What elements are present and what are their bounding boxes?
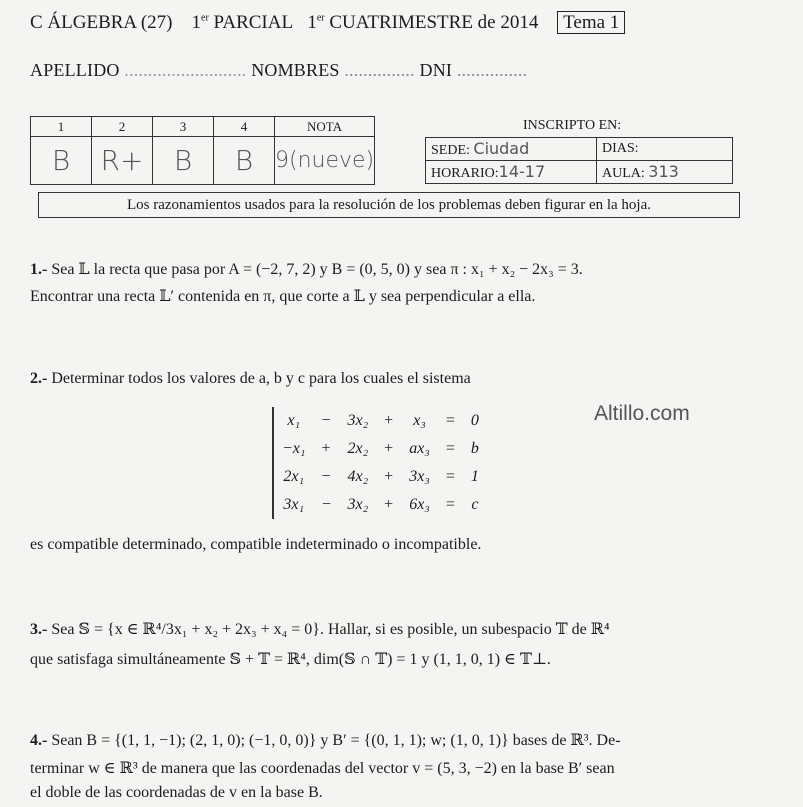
equation-term: − xyxy=(321,496,331,513)
term: CUATRIMESTRE de 2014 xyxy=(329,12,539,33)
equation-term: ax₃ xyxy=(409,440,430,457)
dni-label: DNI xyxy=(419,60,453,80)
equation-term: 2x₂ xyxy=(347,440,369,457)
nombres-field: ............... xyxy=(344,60,415,80)
equation-term: 6x₃ xyxy=(409,496,430,513)
equation-row xyxy=(273,463,487,491)
equation-term: = xyxy=(445,496,455,513)
grade-header: 4 xyxy=(214,117,275,137)
equation-term: = xyxy=(445,468,455,485)
problem-4-line-3: el doble de las coordenadas de v en la base B. xyxy=(30,784,323,801)
equation-term: 0 xyxy=(470,412,479,429)
equation-term: x₃ xyxy=(413,412,426,429)
equation-term: − xyxy=(321,412,331,429)
exam-title xyxy=(30,12,625,34)
aula-value: 313 xyxy=(648,162,679,181)
problem-4 xyxy=(30,730,621,750)
dias-label: DIAS: xyxy=(602,141,639,156)
problem-4-line-2: terminar w ∈ ℝ³ de manera que las coordenadas del vector v = (5, 3, −2) en la base B′ sean xyxy=(30,760,615,777)
horario-cell xyxy=(426,161,597,184)
sede-cell xyxy=(426,138,597,161)
nombres-label: NOMBRES xyxy=(251,60,340,80)
equation-term: + xyxy=(384,496,394,513)
final-grade: 9(nueve) xyxy=(275,137,375,185)
grade-value: B xyxy=(214,137,275,185)
tema-badge: Tema 1 xyxy=(557,11,625,34)
problem-3 xyxy=(30,619,610,639)
equation-row xyxy=(273,407,487,435)
equation-term: − xyxy=(321,468,331,485)
apellido-label: APELLIDO xyxy=(30,60,120,80)
instructions-notice: Los razonamientos usados para la resolución de los problemas deben figurar en la hoja. xyxy=(38,192,740,218)
grades-table xyxy=(30,116,375,185)
equation-term: c xyxy=(471,496,479,513)
term-sup: er xyxy=(316,12,325,24)
equation-term: = xyxy=(445,440,455,457)
student-info-line xyxy=(30,60,527,81)
equation-term: = xyxy=(445,412,455,429)
problem-number: 2.- xyxy=(30,370,48,387)
equation-term: + xyxy=(384,468,394,485)
dias-cell xyxy=(597,138,733,161)
equation-term: + xyxy=(384,440,394,457)
equation-row xyxy=(273,491,487,519)
inscripto-label: INSCRIPTO EN: xyxy=(523,118,622,133)
grade-header: NOTA xyxy=(275,117,375,137)
problem-1-line-2: Encontrar una recta 𝕃′ contenida en π, que corte a 𝕃 y sea perpendicular a ella. xyxy=(30,288,536,305)
equation-term: 3x₁ xyxy=(283,496,305,513)
problem-2-line-2: es compatible determinado, compatible indeterminado o incompatible. xyxy=(30,536,482,553)
equation-term: 3x₃ xyxy=(409,468,430,485)
sede-label: SEDE: xyxy=(431,143,470,158)
problem-3-line-2: que satisfaga simultáneamente 𝕊 + 𝕋 = ℝ⁴, dim(𝕊 ∩ 𝕋) = 1 y (1, 1, 0, 1) ∈ 𝕋⊥. xyxy=(30,651,551,668)
aula-cell xyxy=(597,161,733,184)
problem-2 xyxy=(30,370,471,388)
problem-1 xyxy=(30,259,583,279)
apellido-field: .......................... xyxy=(124,60,247,80)
grade-header: 1 xyxy=(31,117,92,137)
exam-number: 1 xyxy=(191,12,201,33)
exam-sup: er xyxy=(201,12,209,24)
equation-term: 3x₂ xyxy=(347,496,369,513)
problem-text: Determinar todos los valores de a, b y c para los cuales el sistema xyxy=(51,370,471,387)
horario-label: HORARIO: xyxy=(431,166,499,181)
course-name: C ÁLGEBRA (27) xyxy=(30,12,173,33)
grade-value: B xyxy=(31,137,92,185)
problem-number: 1.- xyxy=(30,261,48,278)
problem-number: 4.- xyxy=(30,732,48,749)
equation-row xyxy=(273,435,487,463)
grade-value: R+ xyxy=(92,137,153,185)
problem-number: 3.- xyxy=(30,621,48,638)
equation-term: 3x₂ xyxy=(347,412,369,429)
grade-header: 2 xyxy=(92,117,153,137)
problem-text: Sean B = {(1, 1, −1); (2, 1, 0); (−1, 0, 0)} y B′ = {(0, 1, 1); w; (1, 0, 1)} bases de ℝ³. De- xyxy=(51,732,621,749)
equation-term: 4x₂ xyxy=(347,468,369,485)
equation-term: 2x₁ xyxy=(283,468,305,485)
problem-text: Sea 𝕊 = {x ∈ ℝ⁴/3x₁ + x₂ + 2x₃ + x₄ = 0}. Hallar, si es posible, un subespacio 𝕋 de ℝ⁴ xyxy=(51,621,610,638)
equation-term: x₁ xyxy=(287,412,301,429)
equation-term: + xyxy=(384,412,394,429)
grade-header: 3 xyxy=(153,117,214,137)
watermark-logo: Altillo.com xyxy=(594,402,690,425)
horario-value: 14-17 xyxy=(498,162,546,181)
equation-term: + xyxy=(321,440,331,457)
sede-value: Ciudad xyxy=(473,139,530,158)
problem-text: Sea 𝕃 la recta que pasa por A = (−2, 7, 2) y B = (0, 5, 0) y sea π : x₁ + x₂ − 2x₃ = 3. xyxy=(51,261,583,278)
equation-system xyxy=(272,407,487,519)
aula-label: AULA: xyxy=(602,166,645,181)
exam-type: PARCIAL xyxy=(213,12,294,33)
inscripto-table xyxy=(425,137,733,184)
equation-term: 1 xyxy=(470,468,479,485)
grade-value: B xyxy=(153,137,214,185)
term-number: 1 xyxy=(307,12,317,33)
dni-field: ............... xyxy=(456,60,528,80)
equation-term: b xyxy=(470,440,479,457)
equation-term: −x₁ xyxy=(282,440,306,457)
